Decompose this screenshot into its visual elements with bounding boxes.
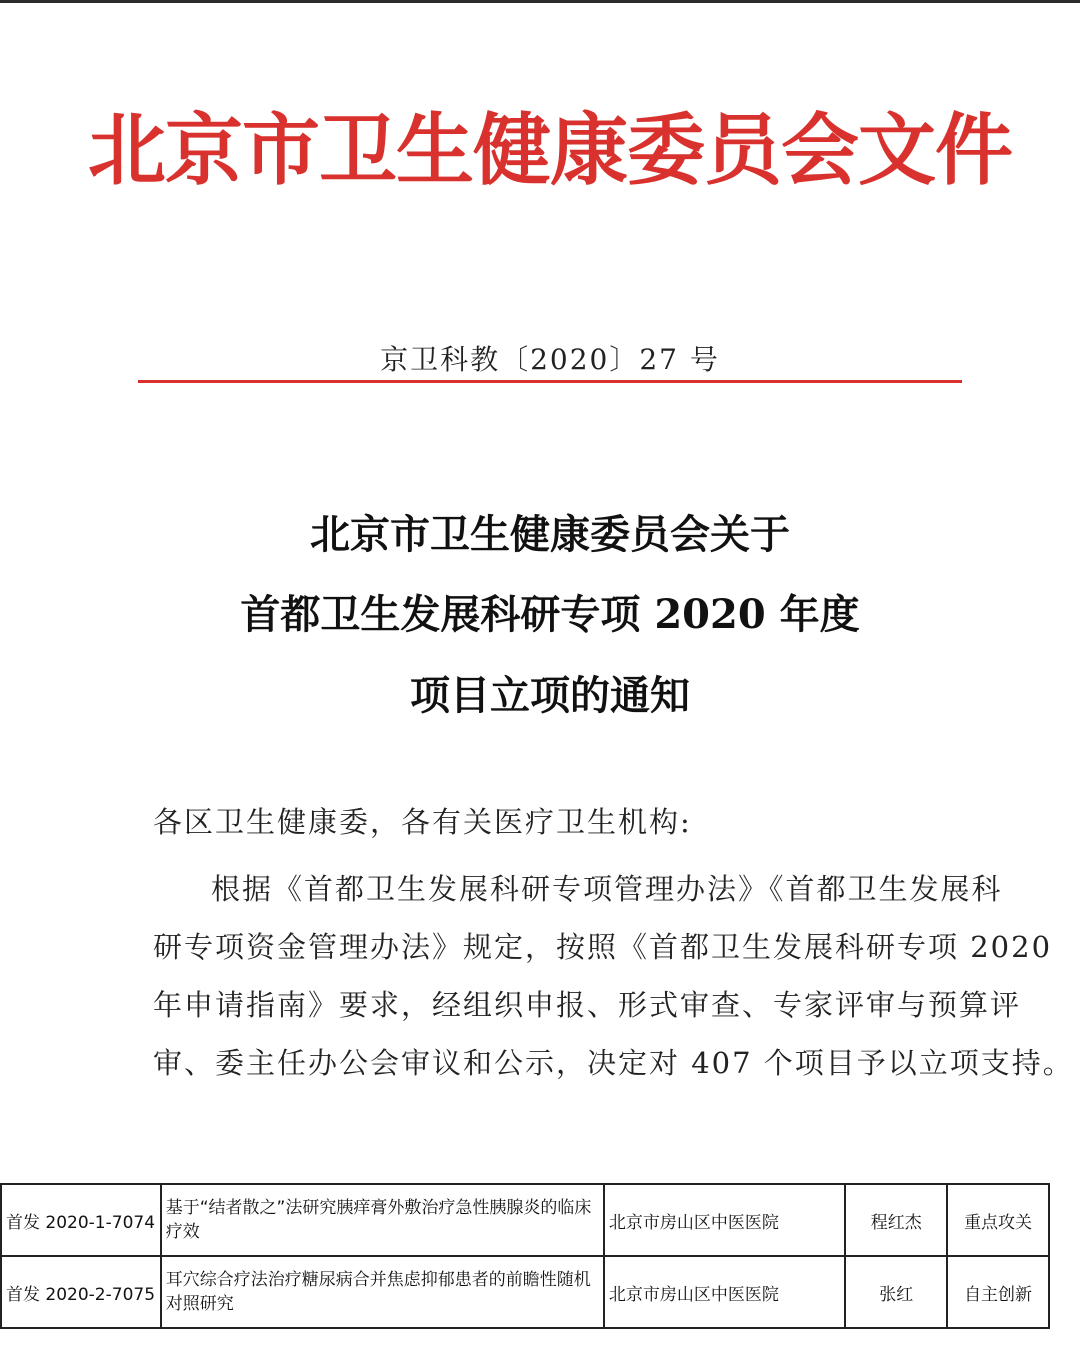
project-person: 程红杰 [845, 1184, 947, 1256]
document-number: 京卫科教〔2020〕27 号 [380, 343, 720, 376]
table-row [1, 1256, 1049, 1328]
project-table [0, 1183, 1050, 1329]
project-title: 基于“结者散之”法研究胰痒膏外敷治疗急性胰腺炎的临床疗效 [161, 1184, 604, 1256]
body-paragraph [153, 860, 1074, 1092]
table-row [1, 1184, 1049, 1256]
project-organization: 北京市房山区中医医院 [604, 1256, 845, 1328]
agency-header-title: 北京市卫生健康委员会文件 [87, 105, 1012, 196]
body-line: 根据《首都卫生发展科研专项管理办法》《首都卫生发展科 [211, 872, 1003, 906]
project-organization: 北京市房山区中医医院 [604, 1184, 845, 1256]
project-id: 首发 2020-1-7074 [1, 1184, 161, 1256]
top-border [0, 0, 1080, 3]
body-line: 研专项资金管理办法》规定，按照《首都卫生发展科研专项 2020 [153, 930, 1053, 964]
body-line: 年申请指南》要求，经组织申报、形式审查、专家评审与预算评 [153, 988, 1022, 1022]
notice-title-line-3: 项目立项的通知 [410, 672, 690, 719]
notice-title-line-1: 北京市卫生健康委员会关于 [310, 511, 790, 558]
salutation: 各区卫生健康委，各有关医疗卫生机构: [153, 805, 692, 839]
project-title: 耳穴综合疗法治疗糖尿病合并焦虑抑郁患者的前瞻性随机对照研究 [161, 1256, 604, 1328]
project-category: 自主创新 [947, 1256, 1049, 1328]
body-line: 审、委主任办公会审议和公示，决定对 407 个项目予以立项支持。 [153, 1046, 1074, 1080]
project-category: 重点攻关 [947, 1184, 1049, 1256]
red-divider [138, 380, 962, 383]
project-person: 张红 [845, 1256, 947, 1328]
project-id: 首发 2020-2-7075 [1, 1256, 161, 1328]
notice-title-line-2: 首都卫生发展科研专项 2020 年度 [240, 591, 860, 638]
